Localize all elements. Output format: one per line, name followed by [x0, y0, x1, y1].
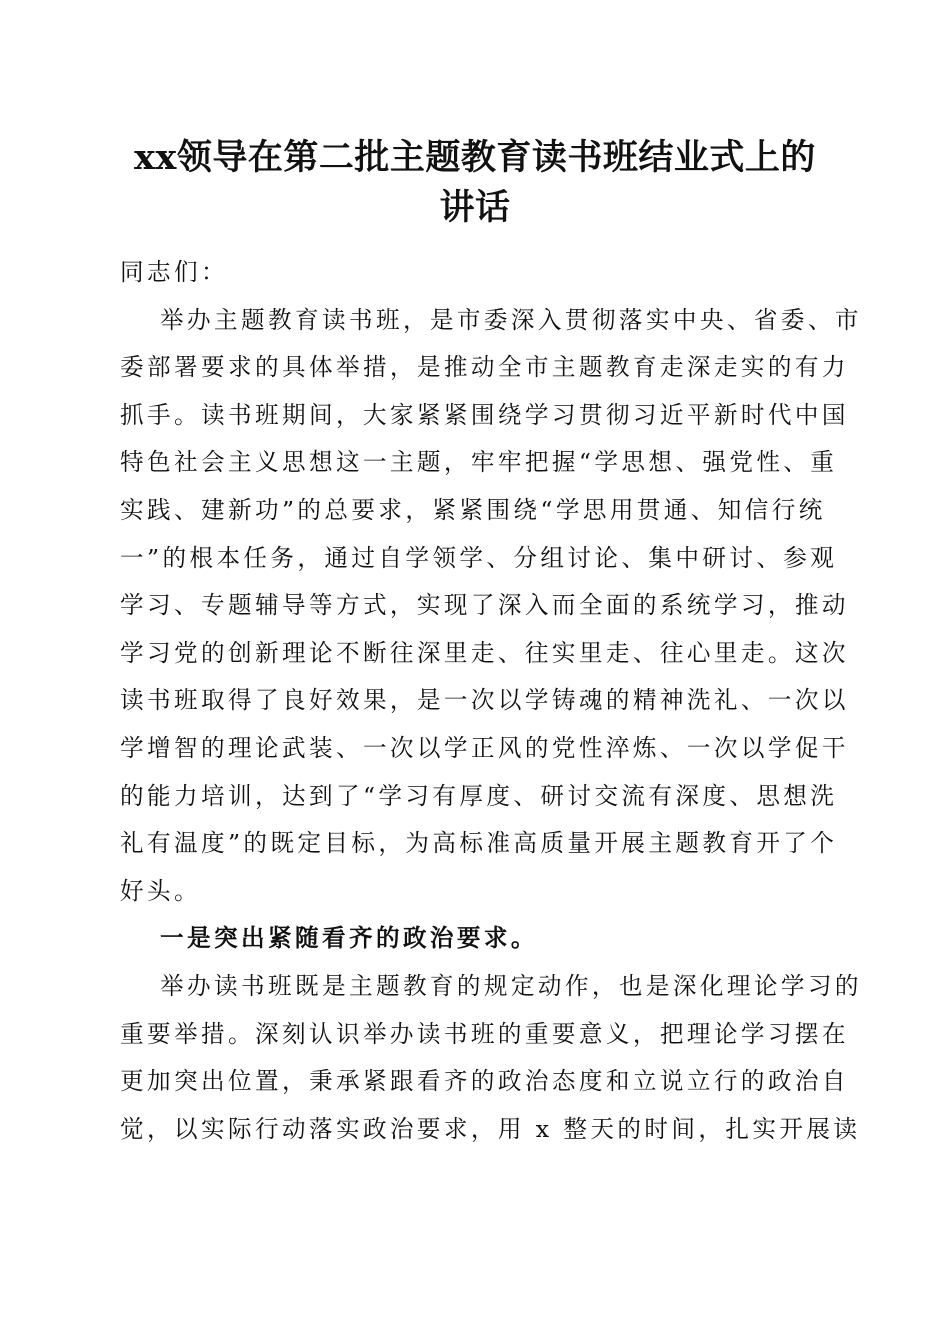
paragraph-line: 学习、专题辅导等方式，实现了深入而全面的系统学习，推动	[120, 591, 849, 620]
paragraph-line: 特色社会主义思想这一主题，牢牢把握“学思想、强党性、重	[120, 448, 838, 477]
document-title	[100, 133, 850, 233]
paragraph-line: 觉，以实际行动落实政治要求，用 x 整天的时间，扎实开展读	[120, 1114, 861, 1143]
paragraph-line: 学习党的创新理论不断往深里走、往实里走、往心里走。这次	[120, 638, 849, 667]
paragraph-line: 抓手。读书班期间，大家紧紧围绕学习贯彻习近平新时代中国	[120, 400, 849, 429]
paragraph-line: 重要举措。深刻认识举办读书班的重要意义，把理论学习摆在	[120, 1019, 849, 1048]
paragraph-line: 读书班取得了良好效果，是一次以学铸魂的精神洗礼、一次以	[120, 686, 849, 715]
paragraph-line: 更加突出位置，秉承紧跟看齐的政治态度和立说立行的政治自	[120, 1067, 849, 1096]
paragraph-line: 举办主题教育读书班，是市委深入贯彻落实中央、省委、市	[160, 305, 862, 334]
paragraph-line: 学增智的理论武装、一次以学正风的党性淬炼、一次以学促干	[120, 733, 849, 762]
title-line: 讲话	[439, 187, 511, 228]
paragraph-line: 举办读书班既是主题教育的规定动作，也是深化理论学习的	[160, 971, 862, 1000]
title-line: xx领导在第二批主题教育读书班结业式上的	[134, 137, 816, 178]
paragraph-line: 的能力培训，达到了“学习有厚度、研讨交流有深度、思想洗	[120, 781, 838, 810]
section-heading: 一是突出紧随看齐的政治要求。	[160, 924, 538, 953]
paragraph-line: 一”的根本任务，通过自学领学、分组讨论、集中研讨、参观	[120, 543, 838, 572]
document-body	[120, 249, 862, 1153]
paragraph-line: 礼有温度”的既定目标，为高标准高质量开展主题教育开了个	[120, 829, 838, 858]
paragraph-line: 好头。	[120, 876, 201, 905]
salutation: 同志们：	[120, 258, 228, 286]
paragraph-line: 实践、建新功”的总要求，紧紧围绕“学思用贯通、知信行统	[120, 495, 826, 524]
paragraph-line: 委部署要求的具体举措，是推动全市主题教育走深走实的有力	[120, 353, 849, 382]
